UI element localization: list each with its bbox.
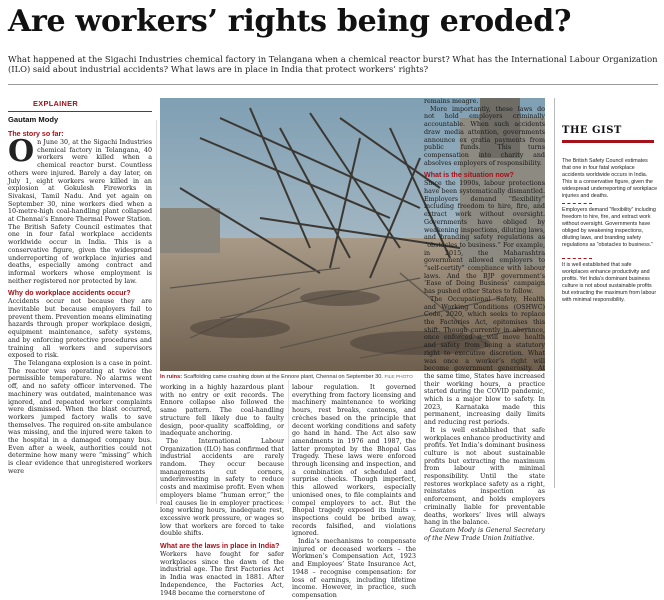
situation-paragraph-2: The Occupational Safety, Health and Working Conditions (OSHWC) Code, 2020, which seeks to replace the Factories Act, epitomises this shift. Though currently in abeyance, once enforced it will move health and safety from being a statutory right to executive discretion. What was once a worker’s right will become government generosity. At the same time, States have increased their working hours, a practice started during the COVID pandemic, which is a major blow to safety. In 2023, Karnataka made this permanent, increasing daily limits and reducing rest periods. xyxy=(424,295,545,427)
question-why-accidents: Why do workplace accidents occur? xyxy=(8,289,131,298)
why-paragraph-1: Accidents occur not because they are inevitable but because employers fail to prevent them. Prevention means eliminating hazards through proper workplace design, equipment maintenance, safety systems, and by enforcing protective procedures and training all workers and supervisors exposed to risk. xyxy=(8,298,152,360)
byline: Gautam Mody xyxy=(8,115,59,124)
author-note: Gautam Mody is General Secretary of the New Trade Union Initiative. xyxy=(424,526,545,542)
gist-separator-1 xyxy=(562,203,592,204)
situation-paragraph-1: Since the 1990s, labour protections have been systematically dismantled. Employers demand “flexibility” including freedom to hire, fire, and extract work without oversight. Governments have obliged by weakening inspections, diluting laws, and branding safety regulations as “obstacles to business.” For example, in 2015, the Maharashtra government allowed employers to “self-certify” compliance with labour laws. And the BJP government’s ‘Ease of Doing Business’ campaign has pushed other States to follow. xyxy=(424,180,545,296)
column-divider-2 xyxy=(288,380,289,504)
gist-separator-2 xyxy=(562,258,592,259)
question-laws: What are the laws in place in India? xyxy=(160,542,280,551)
col2-paragraph-2: The International Labour Organization (ILO) has confirmed that industrial accidents are rarely random. They occur because managements cut corners, underinvesting in safety to reduce costs and maximise profit. Even when employers blame “human error,” the real causes lie in employer practices: long working hours, inadequate rest, excessive work pressure, or wages so low that workers are forced to take double shifts. xyxy=(160,437,284,538)
gist-item-2: Employers demand “flexibility” including freedom to hire, fire, and extract work without oversight. Governments have obliged by weakening inspections, diluting laws, and branding safety regulations as “obstacles to business.” xyxy=(562,207,656,249)
column-2 xyxy=(160,384,284,597)
standfirst: What happened at the Sigachi Industries chemical factory in Telangana when a chemical reactor burst? What has the International Labour Organization (ILO) said about industrial accidents? What laws are in place in India that protect workers’ rights? xyxy=(8,54,658,75)
caption-label: In ruins: xyxy=(160,374,183,380)
question-situation: What is the situation now? xyxy=(424,171,514,180)
drop-cap: O xyxy=(8,134,35,169)
headline: Are workers’ rights being eroded? xyxy=(8,4,572,39)
col2-paragraph-1: working in a highly hazardous plant with no entry or exit records. The Ennore collapse also followed the same pattern. The coal-handling structure fell likely due to faulty design, poor-quality scaffolding, or inadequate anchoring. xyxy=(160,384,284,438)
section-tag: EXPLAINER xyxy=(33,99,78,108)
column-divider-3 xyxy=(420,380,421,504)
top-divider xyxy=(8,84,658,85)
story-text: n June 30, at the Sigachi Industries chemical factory in Telangana, 40 workers were killed when a chemical reactor burst. Countless others were injured. Barely a day later, on July 1, eight workers were killed in an explosion at Gokulesh Fireworks in Sivakasi, Tamil Nadu. And yet again on September 30, nine workers died when a 10-metre-high coal-handling plant collapsed at Chennai’s Ennore Thermal Power Station. The British Safety Council estimates that one in four fatal workplace accidents worldwide occur in India. This is a conservative figure, given the widespread underreporting of workplace injuries and deaths, especially among contract and informal workers whose employment is neither registered nor protected by law. xyxy=(8,139,152,285)
col4-paragraph-1: More importantly, these laws do not hold employers criminally accountable. When such accidents draw media attention, governments announce ex gratia payments from public funds. This turns compensation into charity and absolves employers of responsibility. xyxy=(424,105,545,167)
gist-item-3: It is well established that safe workplaces enhance productivity and profits. Yet India’s dominant business culture is not about sustainable profits but extracting the maximum from labour with minimal responsibility. xyxy=(562,262,657,304)
col3-paragraph-1: labour regulation. It governed everything from factory licensing and machinery maintenance to working hours, rest breaks, canteens, and crèches based on the principle that decent working conditions and safety go hand in hand. The Act also saw amendments in 1976 and 1987, the latter prompted by the Bhopal Gas Tragedy. These laws were enforced through licensing and inspection, and a combination of scheduled and surprise checks. Though imperfect, this allowed workers, especially unionised ones, to file complaints and compel employers to act. But the Bhopal tragedy exposed its limits – inspections could be bribed away, records falsified, and violations ignored. xyxy=(292,384,416,538)
laws-paragraph-1: Workers have fought for safer workplaces since the dawn of the industrial age. The first Factories Act in India was enacted in 1881. After Independence, the Factories Act, 1948 became the cornerstone of xyxy=(160,551,284,597)
column-1 xyxy=(8,130,152,506)
photo-credit: FILE PHOTO xyxy=(384,375,413,380)
column-3 xyxy=(292,384,416,599)
column-4 xyxy=(424,98,545,542)
question-story-so-far: The story so far: xyxy=(8,130,64,138)
col3-paragraph-2: India’s mechanisms to compensate injured or deceased workers – the Workmen’s Compensation Act, 1923 and Employees’ State Insurance Act, 1948 – recognise compensation: for loss of earnings, including lifetime income. However, in practice, such compensation xyxy=(292,538,416,599)
gist-title: THE GIST xyxy=(562,125,622,136)
gist-item-1: The British Safety Council estimates that one in four fatal workplace accidents worldwide occurs in India. This is a conservative figure, given the widespread underreporting of workplace injuries and deaths. xyxy=(562,158,658,200)
why-paragraph-2: The Telangana explosion is a case in point. The reactor was operating at twice the permissible temperature. No alarms went off, and no safety officer intervened. The machinery was outdated, maintenance was ignored, and repeated worker complaints were dismissed. When the blast occurred, workers jumped factory walls to save themselves. The required on-site ambulance was missing, and the injured were taken to the hospital in a damaged company bus. Even after a week, authorities could not determine how many were “missing” which is clear evidence that unregistered workers were xyxy=(8,359,152,475)
caption-text: Scaffolding came crashing down at the Ennore plant, Chennai on September 30. xyxy=(183,374,383,380)
byline-divider xyxy=(8,111,152,112)
col4-paragraph-0: remains meagre. xyxy=(424,98,479,105)
gist-title-bar xyxy=(562,140,654,143)
column-divider-1 xyxy=(156,120,157,504)
situation-paragraph-3: It is well established that safe workplaces enhance productivity and profits. Yet India’s dominant business culture is not about sustainable profits but extracting the maximum from labour with minimal responsibility. Until the state restores workplace safety as a right, reinstates inspection as enforcement, and holds employers criminally liable for preventable deaths, workers’ lives will always hang in the balance. xyxy=(424,426,545,527)
